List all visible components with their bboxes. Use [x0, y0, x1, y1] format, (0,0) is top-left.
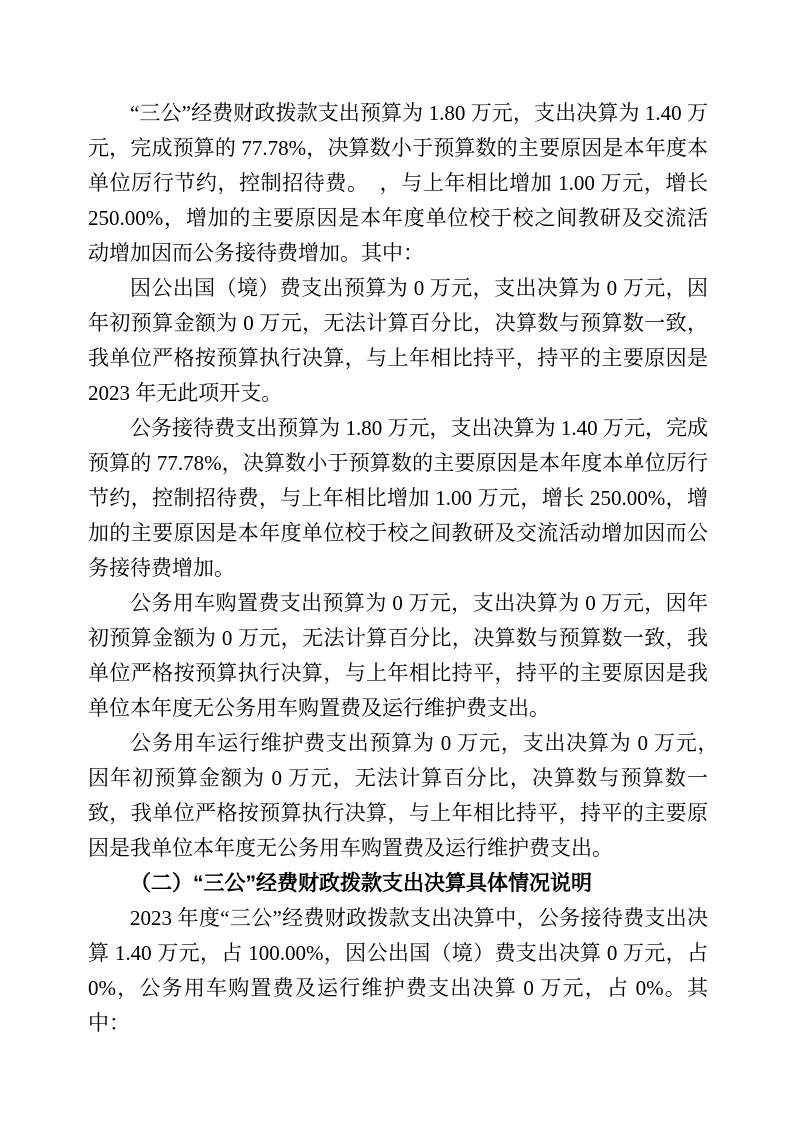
section-heading: （二）“三公”经费财政拨款支出决算具体情况说明: [130, 872, 592, 895]
paragraph-abroad-expense: 因公出国（境）费支出预算为 0 万元，支出决算为 0 万元，因年初预算金额为 0 万元，无法计算百分比，决算数与预算数一致，我单位严格按预算执行决算，与上年相比持平，持平的主要原因是 2023 年无此项开支。: [88, 276, 708, 405]
paragraph-vehicle-purchase: 公务用车购置费支出预算为 0 万元，支出决算为 0 万元，因年初预算金额为 0 万元，无法计算百分比，决算数与预算数一致，我单位严格按预算执行决算，与上年相比持平，持平的主要原因是我单位本年度无公务用车购置费及运行维护费支出。: [88, 591, 708, 720]
document-body: [88, 96, 750, 1041]
paragraph-official-reception: 公务接待费支出预算为 1.80 万元，支出决算为 1.40 万元，完成预算的 77.78%，决算数小于预算数的主要原因是本年度本单位厉行节约，控制招待费，与上年相比增加 1.00 万元，增长 250.00%，增加的主要原因是本年度单位校于校之间教研及交流活动增加因而公务接待费增加。: [88, 416, 708, 580]
paragraph-sangong-overview: “三公”经费财政拨款支出预算为 1.80 万元，支出决算为 1.40 万元，完成预算的 77.78%，决算数小于预算数的主要原因是本年度本单位厉行节约，控制招待费。 ，与上年相比增加 1.00 万元，增长 250.00%，增加的主要原因是本年度单位校于校之间教研及交流活动增加因而公务接待费增加。其中：: [88, 101, 708, 265]
paragraph-decision-details: 2023 年度“三公”经费财政拨款支出决算中，公务接待费支出决算 1.40 万元，占 100.00%，因公出国（境）费支出决算 0 万元，占 0%，公务用车购置费及运行维护费支出决算 0 万元，占 0%。其中：: [88, 906, 708, 1035]
paragraph-vehicle-operation: 公务用车运行维护费支出预算为 0 万元，支出决算为 0 万元， 因年初预算金额为 0 万元，无法计算百分比，决算数与预算数一致，我单位严格按预算执行决算，与上年相比持平，持平的主要原因是我单位本年度无公务用车购置费及运行维护费支出。: [88, 731, 750, 860]
